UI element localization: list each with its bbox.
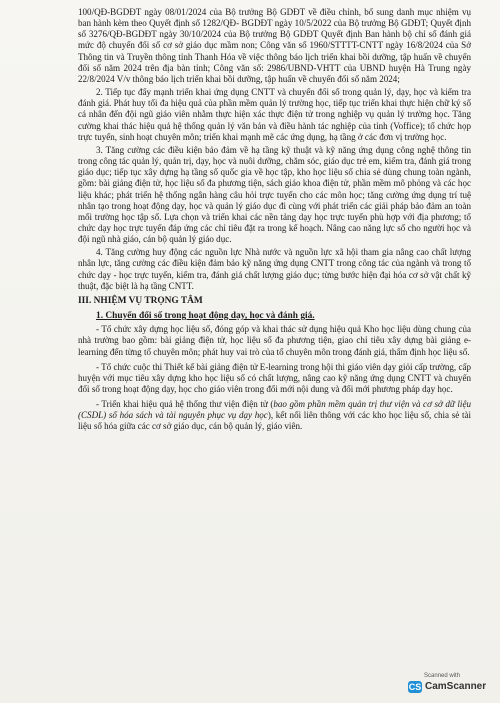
subheading-text: 1. Chuyển đổi số trong hoạt động dạy, học và đánh giá.	[96, 311, 315, 322]
paragraph-4: 4. Tăng cường huy động các nguồn lực Nhà nước và nguồn lực xã hội tham gia nâng cao chất lượng nhân lực, tăng cường các điều kiện đảm bảo kỹ năng ứng dụng CNTT trong công tác của ngành và trong tổ chức dạy - học trực tuyến, kiểm tra, đánh giá chất lượng giáo dục; từng bước hiện đại hóa cơ sở vật chất kỹ thuật, đặc biệt là hạ tầng CNTT.	[78, 247, 471, 291]
camscanner-watermark	[404, 673, 490, 695]
bullet-3-text-b: ), kết nối liên thông với các kho học liệu số, chia sẻ tài liệu số hóa giữa các cơ sở giáo dục, cán bộ quản lý, giáo viên.	[78, 410, 471, 432]
bullet-digital-library	[78, 399, 471, 432]
scanned-with-caption: Scanned with	[424, 673, 461, 679]
paragraph-3: 3. Tăng cường các điều kiện bảo đảm về hạ tầng kỹ thuật và kỹ năng ứng dụng công nghệ thông tin trong công tác quản lý, quản trị, dạy, học và nuôi dưỡng, chăm sóc, giáo dục trẻ em, kiểm tra, đánh giá trong giáo dục; tiếp tục xây dựng hạ tầng số quốc gia về học tập, kho học liệu số chia sẻ dùng chung toàn ngành, gồm: bài giảng điện tử, học liệu số đa phương tiện, sách giáo khoa điện tử, phần mềm mô phỏng và các học liệu khác; phát triển hệ thống ngân hàng câu hỏi trực tuyến cho các môn học; tăng cường ứng dụng trí tuệ nhân tạo trong hoạt động dạy, học và quản lý giáo dục đi cùng với phát triển các giải pháp bảo đảm an toàn mối trường học tập số. Lựa chọn và triển khai các nền tảng dạy học trực tuyến phù hợp với địa phương; tổ chức dạy học trực tuyến đáp ứng các chỉ tiêu đặt ra trong kế hoạch. Nâng cao năng lực số cho người học và đội ngũ nhà giáo, cán bộ quản lý giáo dục.	[78, 144, 471, 245]
bullet-elearning-contest: - Tổ chức cuộc thi Thiết kế bài giảng điện tử E-learning trong hội thi giáo viên dạy giỏi cấp trường, cấp huyện với mục tiêu xây dựng kho học liệu số có chất lượng, nâng cao kỹ năng ứng dụng CNTT và chuyển đổi số trong hoạt động dạy, học cho giáo viên trong đổi mới nội dung và đổi mới phương pháp dạy học.	[78, 361, 471, 394]
intro-paragraph: 100/QĐ-BGDĐT ngày 08/01/2024 của Bộ trưởng Bộ GDĐT về điều chỉnh, bổ sung danh mục nhiệm vụ ban hành kèm theo Quyết định số 1282/QĐ- BGDĐT ngày 10/5/2022 của Bộ trưởng Bộ GDĐT; Quyết định số 3276/QĐ-BGDĐT ngày 30/10/2024 của Bộ trưởng Bộ GDĐT Quyết định Ban hành bộ chỉ số đánh giá mức độ chuyển đổi số cơ sở giáo dục mầm non; Công văn số 1960/STTTT-CNTT ngày 16/8/2024 của Sở Thông tin và Truyền thông tỉnh Thanh Hóa về việc thông báo lịch triển khai bồi dưỡng, tập huấn về chuyển đổi số năm 2024 trên địa bàn tỉnh; Công văn số: 2986/UBND-VHTT của UBND huyện Hà Trung ngày 22/8/2024 V/v thông báo lịch triển khai bồi dưỡng, tập huấn về chuyển đổi số năm 2024;	[78, 7, 471, 84]
bullet-3-text-a: - Triển khai hiệu quả hệ thống thư viện điện tử (	[96, 399, 274, 410]
bullet-learning-materials: - Tổ chức xây dựng học liệu số, đóng góp và khai thác sử dụng hiệu quả Kho học liệu dùng chung của nhà trường bao gồm: bài giảng điện tử, học liệu số đa phương tiện, giao chỉ tiêu xây dựng bài giảng e-learning đến từng tổ chuyên môn; phát huy vai trò của tổ chuyên môn trong đánh giá, thẩm định học liệu số.	[78, 324, 471, 357]
subheading-digital-transformation	[78, 311, 471, 322]
section-heading-III: III. NHIỆM VỤ TRỌNG TÂM	[78, 295, 203, 306]
paragraph-2: 2. Tiếp tục đẩy mạnh triển khai ứng dụng CNTT và chuyển đổi số trong quản lý, dạy, học và kiểm tra đánh giá. Phát huy tối đa hiệu quả của phần mềm quản lý trường học, tiếp tục triển khai thực hiện chữ ký số cá nhân đến đội ngũ giáo viên nhằm thực hiện xác thực điện tử trong nghiệp vụ quản lý trường học. Tăng cường khai thác hiệu quả hệ thống quản lý văn bản và điều hành tác nghiệp của tỉnh (Voffice); tổ chức họp trực tuyến, sinh hoạt chuyên môn; triển khai mạnh mẽ các ứng dụng, hạ tầng ở các đơn vị trường học.	[78, 87, 471, 142]
bullet-3-italic: bao gồm phần mềm quản trị thư viện và cơ sở dữ liệu (CSDL) số hóa sách và tài nguyên phục vụ dạy học	[78, 399, 471, 421]
camscanner-name: CamScanner	[425, 681, 487, 692]
document-body	[78, 7, 471, 433]
camscanner-logo-icon: CS	[408, 682, 422, 692]
